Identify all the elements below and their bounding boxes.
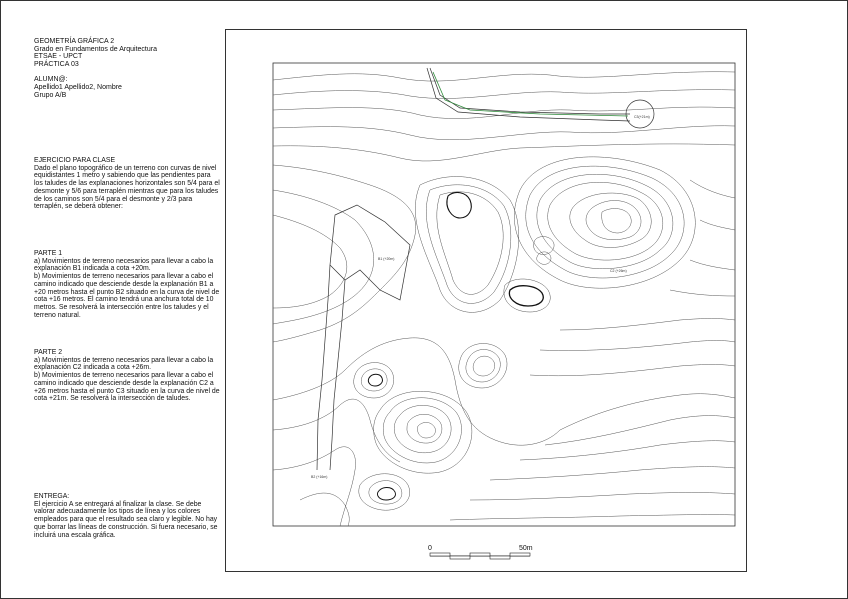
degree-line: Grado en Fundamentos de Arquitectura <box>34 45 157 53</box>
part1-title: PARTE 1 <box>34 250 63 257</box>
part2-title: PARTE 2 <box>34 349 63 356</box>
scale-start-label: 0 <box>428 545 432 552</box>
student-label: ALUMN@: <box>34 76 68 84</box>
delivery-title: ENTREGA: <box>34 493 70 500</box>
label-c3: C3(+21m) <box>634 115 650 119</box>
practice-line: PRÁCTICA 03 <box>34 60 79 68</box>
label-c2: C2 (+26m) <box>610 269 627 273</box>
school-line: ETSAE - UPCT <box>34 53 83 61</box>
label-b2: B2 (+16m) <box>311 475 328 479</box>
part1-b: b) Movimientos de terreno necesarios para llevar a cabo el camino indicado que desciende desde la explanación B1 a +20 metros hasta el punto B2 situado en la curva de nivel de cota +16 metros. El camino tendrá una anchura total de 10 metros. Se resolverá la intersección entre los taludes y el terreno natural. <box>34 273 220 319</box>
part2-b: b) Movimientos de terreno necesarios para llevar a cabo el camino indicado que desciende desde la explanación C2 a +26 metros hasta el punto C3 situado en la curva de nivel de cota +21m. Se resolverá la intersección de taludes. <box>34 372 220 403</box>
exercise-title: EJERCICIO PARA CLASE <box>34 157 116 164</box>
student-group: Grupo A/B <box>34 91 67 99</box>
exercise-text: Dado el plano topográfico de un terreno con curvas de nivel equidistantes 1 metro y sabiendo que las pendientes para los taludes de las explanaciones horizontales son 5/4 para el desmonte y 5/6 para terraplén mientras que para los taludes de los caminos son 5/4 para el desmonte y 2/3 para terraplén, se deberá obtener: <box>34 164 220 211</box>
scale-end-label: 50m <box>519 545 533 552</box>
student-name: Apellido1 Apellido2, Nombre <box>34 83 122 91</box>
delivery-text: El ejercicio A se entregará al finalizar la clase. Se debe valorar adecuadamente los tipos de línea y los colores empleados para que el resultado sea claro y legible. No hay que borrar las líneas de construcción. Si fuera necesario, se incluirá una escala gráfica. <box>34 500 218 539</box>
part2-a: a) Movimientos de terreno necesarios para llevar a cabo la explanación C2 indicada a cota +26m. <box>34 356 214 372</box>
course-title: GEOMETRÍA GRÁFICA 2 <box>34 38 115 45</box>
explanation-circle <box>626 100 654 128</box>
part1-a: a) Movimientos de terreno necesarios para llevar a cabo la explanación B1 indicada a cota +20m. <box>34 257 214 273</box>
label-b1: B1 (+20m) <box>378 257 395 261</box>
scale-bar <box>428 545 533 559</box>
contour-lines <box>273 72 735 526</box>
green-road <box>433 72 628 116</box>
